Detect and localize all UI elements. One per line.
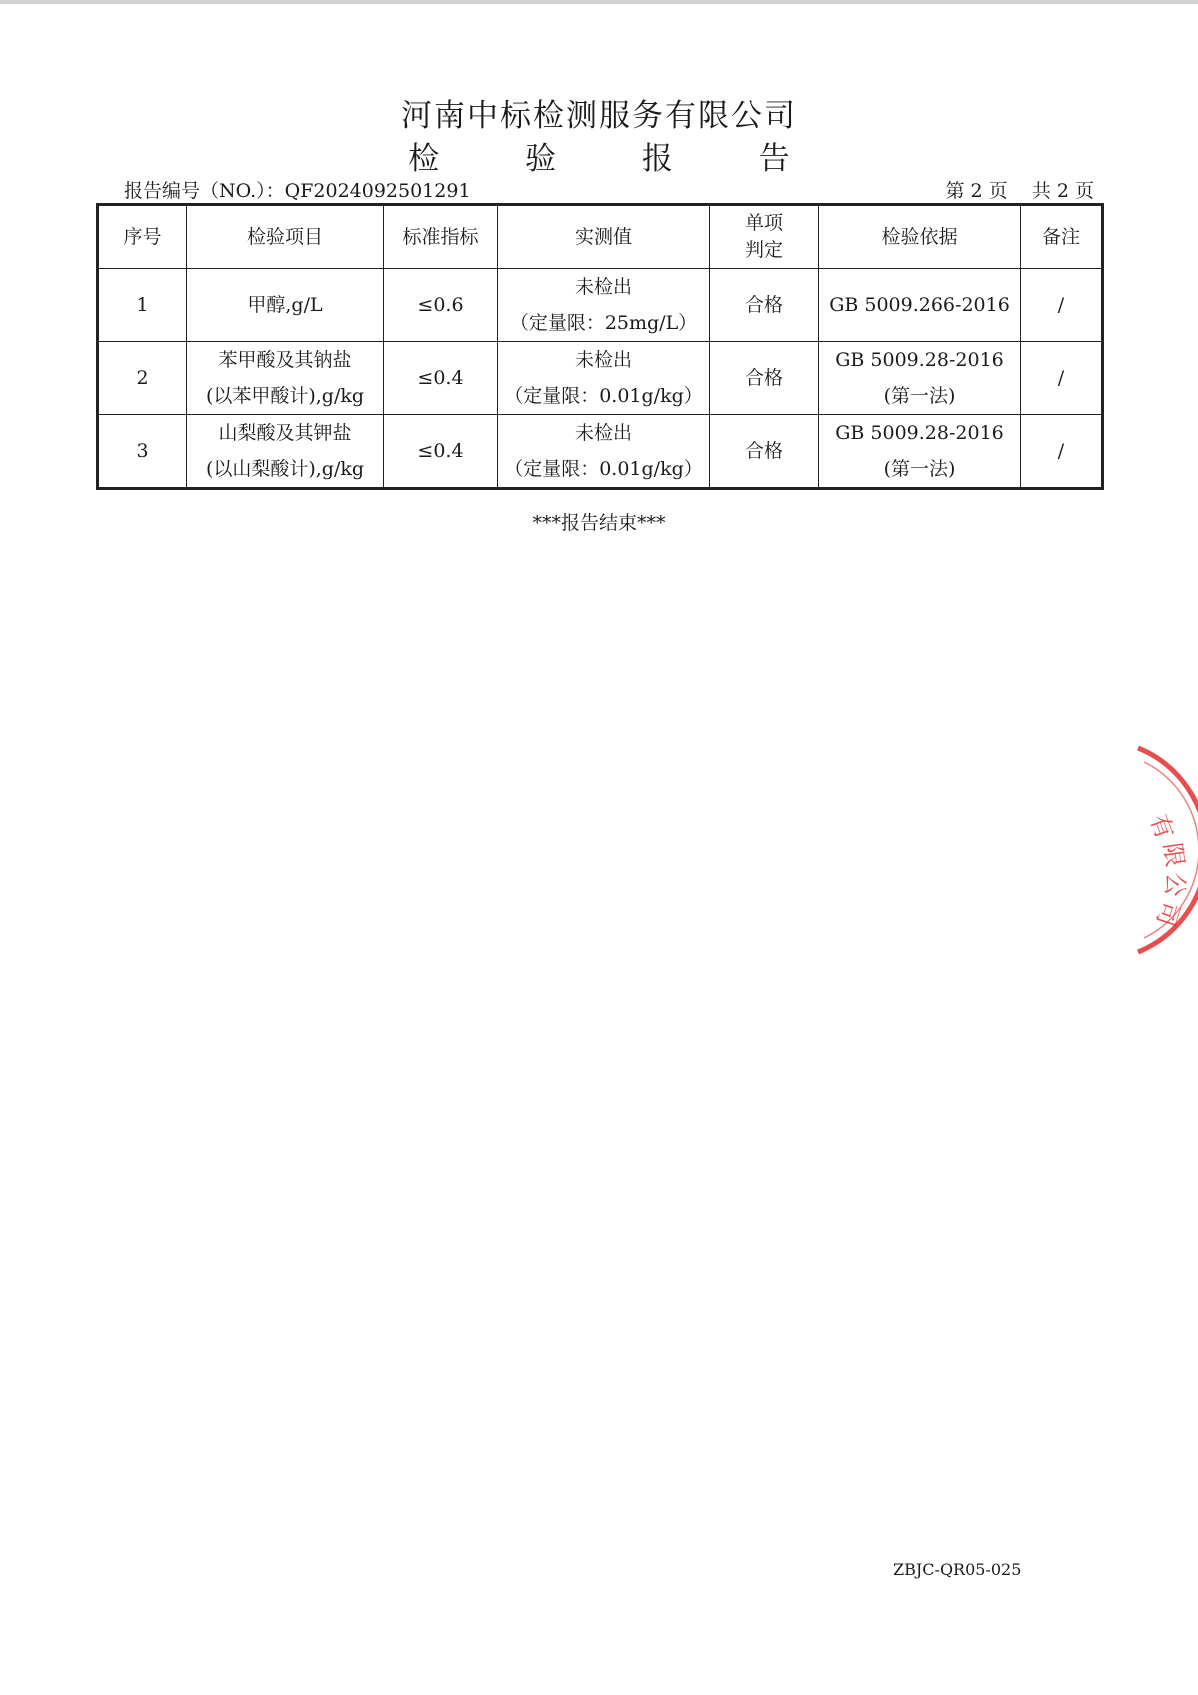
cell-basis	[819, 342, 1021, 415]
cell-basis-line2: (第一法)	[883, 458, 956, 480]
header-item: 检验项目	[187, 205, 384, 269]
cell-measured	[498, 269, 710, 342]
table-row	[98, 342, 1103, 415]
header-measured: 实测值	[498, 205, 710, 269]
cell-item	[187, 269, 384, 342]
results-table	[96, 203, 1104, 490]
cell-standard: ≤0.4	[384, 415, 498, 489]
cell-basis-line1: GB 5009.28-2016	[835, 422, 1004, 444]
table-row	[98, 269, 1103, 342]
cell-measured-line1: 未检出	[574, 349, 632, 371]
cell-remark: /	[1021, 415, 1103, 489]
svg-text:公: 公	[1159, 871, 1190, 898]
table-row	[98, 415, 1103, 489]
cell-judgement: 合格	[710, 269, 819, 342]
cell-measured-line2: （定量限：0.01g/kg）	[504, 385, 703, 407]
svg-text:限: 限	[1158, 840, 1190, 869]
report-title: 检 验 报 告	[408, 141, 828, 177]
header-basis: 检验依据	[819, 205, 1021, 269]
company-name: 河南中标检测服务有限公司	[401, 98, 797, 134]
header-seq: 序号	[98, 205, 187, 269]
cell-measured-line2: （定量限：25mg/L）	[509, 312, 698, 334]
cell-measured-line1: 未检出	[574, 276, 632, 298]
cell-basis-line1: GB 5009.266-2016	[829, 294, 1010, 316]
cell-measured-line1: 未检出	[574, 422, 632, 444]
cell-item-line1: 山梨酸及其钾盐	[218, 422, 352, 444]
company-seal-stamp	[1130, 740, 1198, 960]
page-info: 第 2 页 共 2 页	[945, 180, 1094, 202]
table-header-row	[98, 205, 1103, 269]
cell-item-line1: 甲醇,g/L	[247, 294, 323, 316]
cell-item-line2: (以苯甲酸计),g/kg	[205, 385, 365, 407]
cell-judgement: 合格	[710, 415, 819, 489]
report-number: 报告编号（NO.）：QF2024092501291	[124, 180, 471, 202]
cell-standard: ≤0.4	[384, 342, 498, 415]
cell-seq: 1	[98, 269, 187, 342]
header-standard: 标准指标	[384, 205, 498, 269]
cell-measured	[498, 342, 710, 415]
cell-seq: 3	[98, 415, 187, 489]
report-end-mark: ***报告结束***	[532, 512, 666, 534]
cell-seq: 2	[98, 342, 187, 415]
cell-measured-line2: （定量限：0.01g/kg）	[504, 458, 703, 480]
form-code: ZBJC-QR05-025	[893, 1560, 1022, 1579]
cell-measured	[498, 415, 710, 489]
cell-basis	[819, 415, 1021, 489]
cell-basis	[819, 269, 1021, 342]
cell-item	[187, 342, 384, 415]
top-border-bar	[0, 0, 1198, 4]
cell-remark: /	[1021, 342, 1103, 415]
cell-item-line1: 苯甲酸及其钠盐	[218, 349, 352, 371]
cell-item-line2: (以山梨酸计),g/kg	[205, 458, 365, 480]
cell-judgement: 合格	[710, 342, 819, 415]
header-remark: 备注	[1021, 205, 1103, 269]
cell-standard: ≤0.6	[384, 269, 498, 342]
header-judgement-line1: 单项	[744, 212, 783, 234]
svg-text:司: 司	[1150, 898, 1185, 930]
cell-basis-line1: GB 5009.28-2016	[835, 349, 1004, 371]
cell-remark: /	[1021, 269, 1103, 342]
svg-text:有: 有	[1144, 810, 1179, 843]
header-judgement	[710, 205, 819, 269]
cell-item	[187, 415, 384, 489]
header-judgement-line2: 判定	[744, 239, 783, 261]
cell-basis-line2: (第一法)	[883, 385, 956, 407]
